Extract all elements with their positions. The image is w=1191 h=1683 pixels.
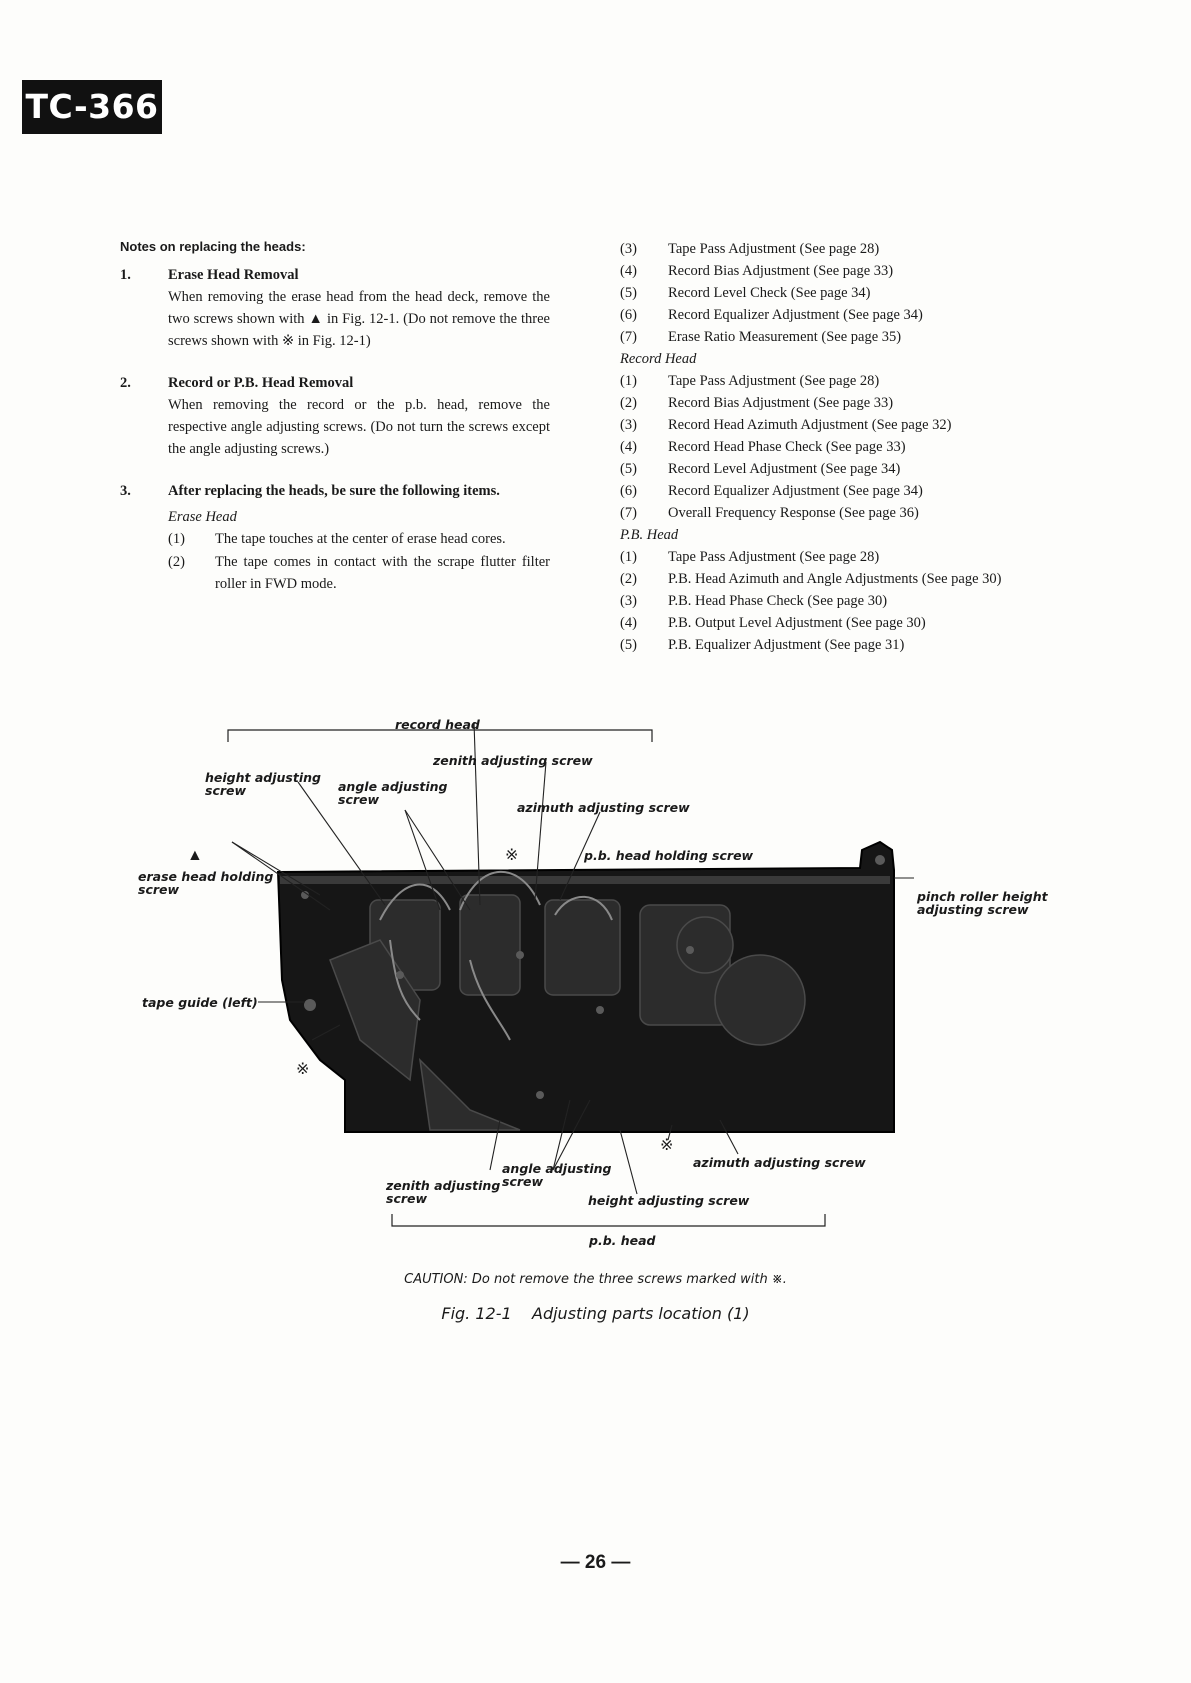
note-after-replacing: [120, 480, 550, 595]
item-text: Tape Pass Adjustment (See page 28): [668, 549, 880, 565]
label-height-top: height adjusting: [205, 770, 321, 785]
notes-title: Notes on replacing the heads:: [120, 239, 306, 254]
note-erase-head-removal: [120, 264, 550, 352]
label-azimuth-bottom: azimuth adjusting screw: [693, 1155, 866, 1170]
item-number: (1): [620, 549, 637, 565]
item-text: Record Head Azimuth Adjustment (See page 32): [668, 417, 952, 433]
list-item: [620, 612, 1090, 634]
asterisk-marker-icon: ※: [505, 847, 519, 864]
list-item: [620, 546, 1090, 568]
label-angle-bottom-2: screw: [502, 1174, 544, 1189]
note-head-removal: [120, 372, 550, 460]
item-number: (2): [620, 395, 637, 411]
deck-edge: [280, 876, 890, 884]
item-number: (4): [620, 263, 637, 279]
note-number: 1.: [120, 267, 131, 283]
note-heading: After replacing the heads, be sure the following items.: [168, 483, 500, 499]
item-number: (7): [620, 329, 637, 345]
item-text: Erase Ratio Measurement (See page 35): [668, 329, 902, 345]
item-text: Record Equalizer Adjustment (See page 34): [668, 483, 923, 499]
item-text: Record Level Check (See page 34): [668, 285, 871, 301]
note-body: When removing the record or the p.b. head, remove the respective angle adjusting screws. (Do not turn the screws except the angle adjusting screws.): [168, 397, 550, 457]
asterisk-marker-icon: ※: [660, 1137, 674, 1154]
item-number: (5): [620, 285, 637, 301]
item-text: Record Equalizer Adjustment (See page 34): [668, 307, 923, 323]
list-item: [620, 480, 1090, 502]
item-text: Tape Pass Adjustment (See page 28): [668, 241, 880, 257]
pb-head-bracket: [392, 1214, 825, 1226]
pb-head-list: [620, 546, 1090, 656]
pb-head-heading: P.B. Head: [620, 527, 679, 543]
record-head-list: [620, 370, 1090, 524]
figure-caption: Fig. 12-1 Adjusting parts location (1): [441, 1304, 750, 1323]
label-zenith-bottom: zenith adjusting: [386, 1178, 501, 1193]
label-azimuth-top: azimuth adjusting screw: [517, 800, 690, 815]
label-record-head: record head: [395, 717, 480, 732]
item-text: Record Level Adjustment (See page 34): [668, 461, 901, 477]
item-number: (5): [620, 461, 637, 477]
item-number: (4): [620, 439, 637, 455]
note-number: 2.: [120, 375, 131, 391]
list-item: [168, 551, 550, 595]
label-pb-head: p.b. head: [589, 1233, 656, 1248]
label-angle-bottom: angle adjusting: [502, 1161, 612, 1176]
label-pinch-roller-2: adjusting screw: [917, 902, 1029, 917]
list-item: [620, 370, 1090, 392]
list-item: [620, 260, 1090, 282]
item-text: Tape Pass Adjustment (See page 28): [668, 373, 880, 389]
item-number: (3): [620, 417, 637, 433]
head-deck-photo: [0, 700, 1191, 1260]
label-height-bottom: height adjusting screw: [588, 1193, 750, 1208]
list-item: [620, 458, 1090, 480]
page-number: — 26 —: [560, 1552, 631, 1573]
item-text: The tape comes in contact with the scrape flutter filter roller in FWD mode.: [215, 554, 550, 592]
list-item: [620, 436, 1090, 458]
item-number: (3): [620, 241, 637, 257]
label-height-top-2: screw: [205, 783, 247, 798]
item-text: Record Head Phase Check (See page 33): [668, 439, 906, 455]
item-text: P.B. Equalizer Adjustment (See page 31): [668, 637, 905, 653]
note-body: When removing the erase head from the head deck, remove the two screws shown with ▲ in Fig. 12-1. (Do not remove the three screws shown with ※ in Fig. 12-1): [168, 289, 550, 349]
label-tape-guide: tape guide (left): [142, 995, 258, 1010]
item-text: Record Bias Adjustment (See page 33): [668, 263, 894, 279]
figure-adjusting-parts: [0, 700, 1191, 1260]
list-item: [620, 590, 1090, 612]
item-number: (6): [620, 483, 637, 499]
note-number: 3.: [120, 483, 131, 499]
model-badge: TC-366: [22, 80, 162, 134]
note-heading: Erase Head Removal: [168, 267, 299, 283]
list-item: [620, 634, 1090, 656]
label-angle-top: angle adjusting: [338, 779, 448, 794]
list-item: [620, 326, 1090, 348]
record-head-heading: Record Head: [620, 351, 697, 367]
list-item: [168, 528, 550, 550]
label-erase-holding-2: screw: [138, 882, 180, 897]
item-number: (6): [620, 307, 637, 323]
label-pinch-roller: pinch roller height: [917, 889, 1048, 904]
item-text: Record Bias Adjustment (See page 33): [668, 395, 894, 411]
list-item: [620, 282, 1090, 304]
item-text: Overall Frequency Response (See page 36): [668, 505, 919, 521]
list-item: [620, 502, 1090, 524]
list-item: [620, 238, 1090, 260]
list-item: [620, 392, 1090, 414]
label-erase-holding: erase head holding: [138, 869, 274, 884]
asterisk-marker-icon: ※: [296, 1061, 310, 1078]
erase-continued-list: [620, 238, 1090, 348]
label-zenith-top: zenith adjusting screw: [433, 753, 593, 768]
item-number: (3): [620, 593, 637, 609]
item-text: The tape touches at the center of erase head cores.: [215, 531, 506, 547]
label-angle-top-2: screw: [338, 792, 380, 807]
checklist-column: [620, 238, 1090, 656]
triangle-marker-icon: ▲: [187, 847, 203, 864]
item-number: (5): [620, 637, 637, 653]
note-heading: Record or P.B. Head Removal: [168, 375, 354, 391]
label-pb-holding: p.b. head holding screw: [584, 848, 754, 863]
caution-note: CAUTION: Do not remove the three screws marked with ※.: [404, 1272, 787, 1287]
list-item: [620, 414, 1090, 436]
item-text: P.B. Head Phase Check (See page 30): [668, 593, 888, 609]
item-number: (2): [168, 554, 185, 570]
erase-head-subheading: Erase Head: [168, 509, 237, 525]
item-number: (7): [620, 505, 637, 521]
list-item: [620, 568, 1090, 590]
item-text: P.B. Head Azimuth and Angle Adjustments (See page 30): [668, 571, 1002, 587]
item-number: (4): [620, 615, 637, 631]
item-text: P.B. Output Level Adjustment (See page 30): [668, 615, 926, 631]
label-zenith-bottom-2: screw: [386, 1191, 428, 1206]
notes-column: [120, 236, 550, 615]
item-number: (1): [168, 531, 185, 547]
item-number: (2): [620, 571, 637, 587]
list-item: [620, 304, 1090, 326]
item-number: (1): [620, 373, 637, 389]
